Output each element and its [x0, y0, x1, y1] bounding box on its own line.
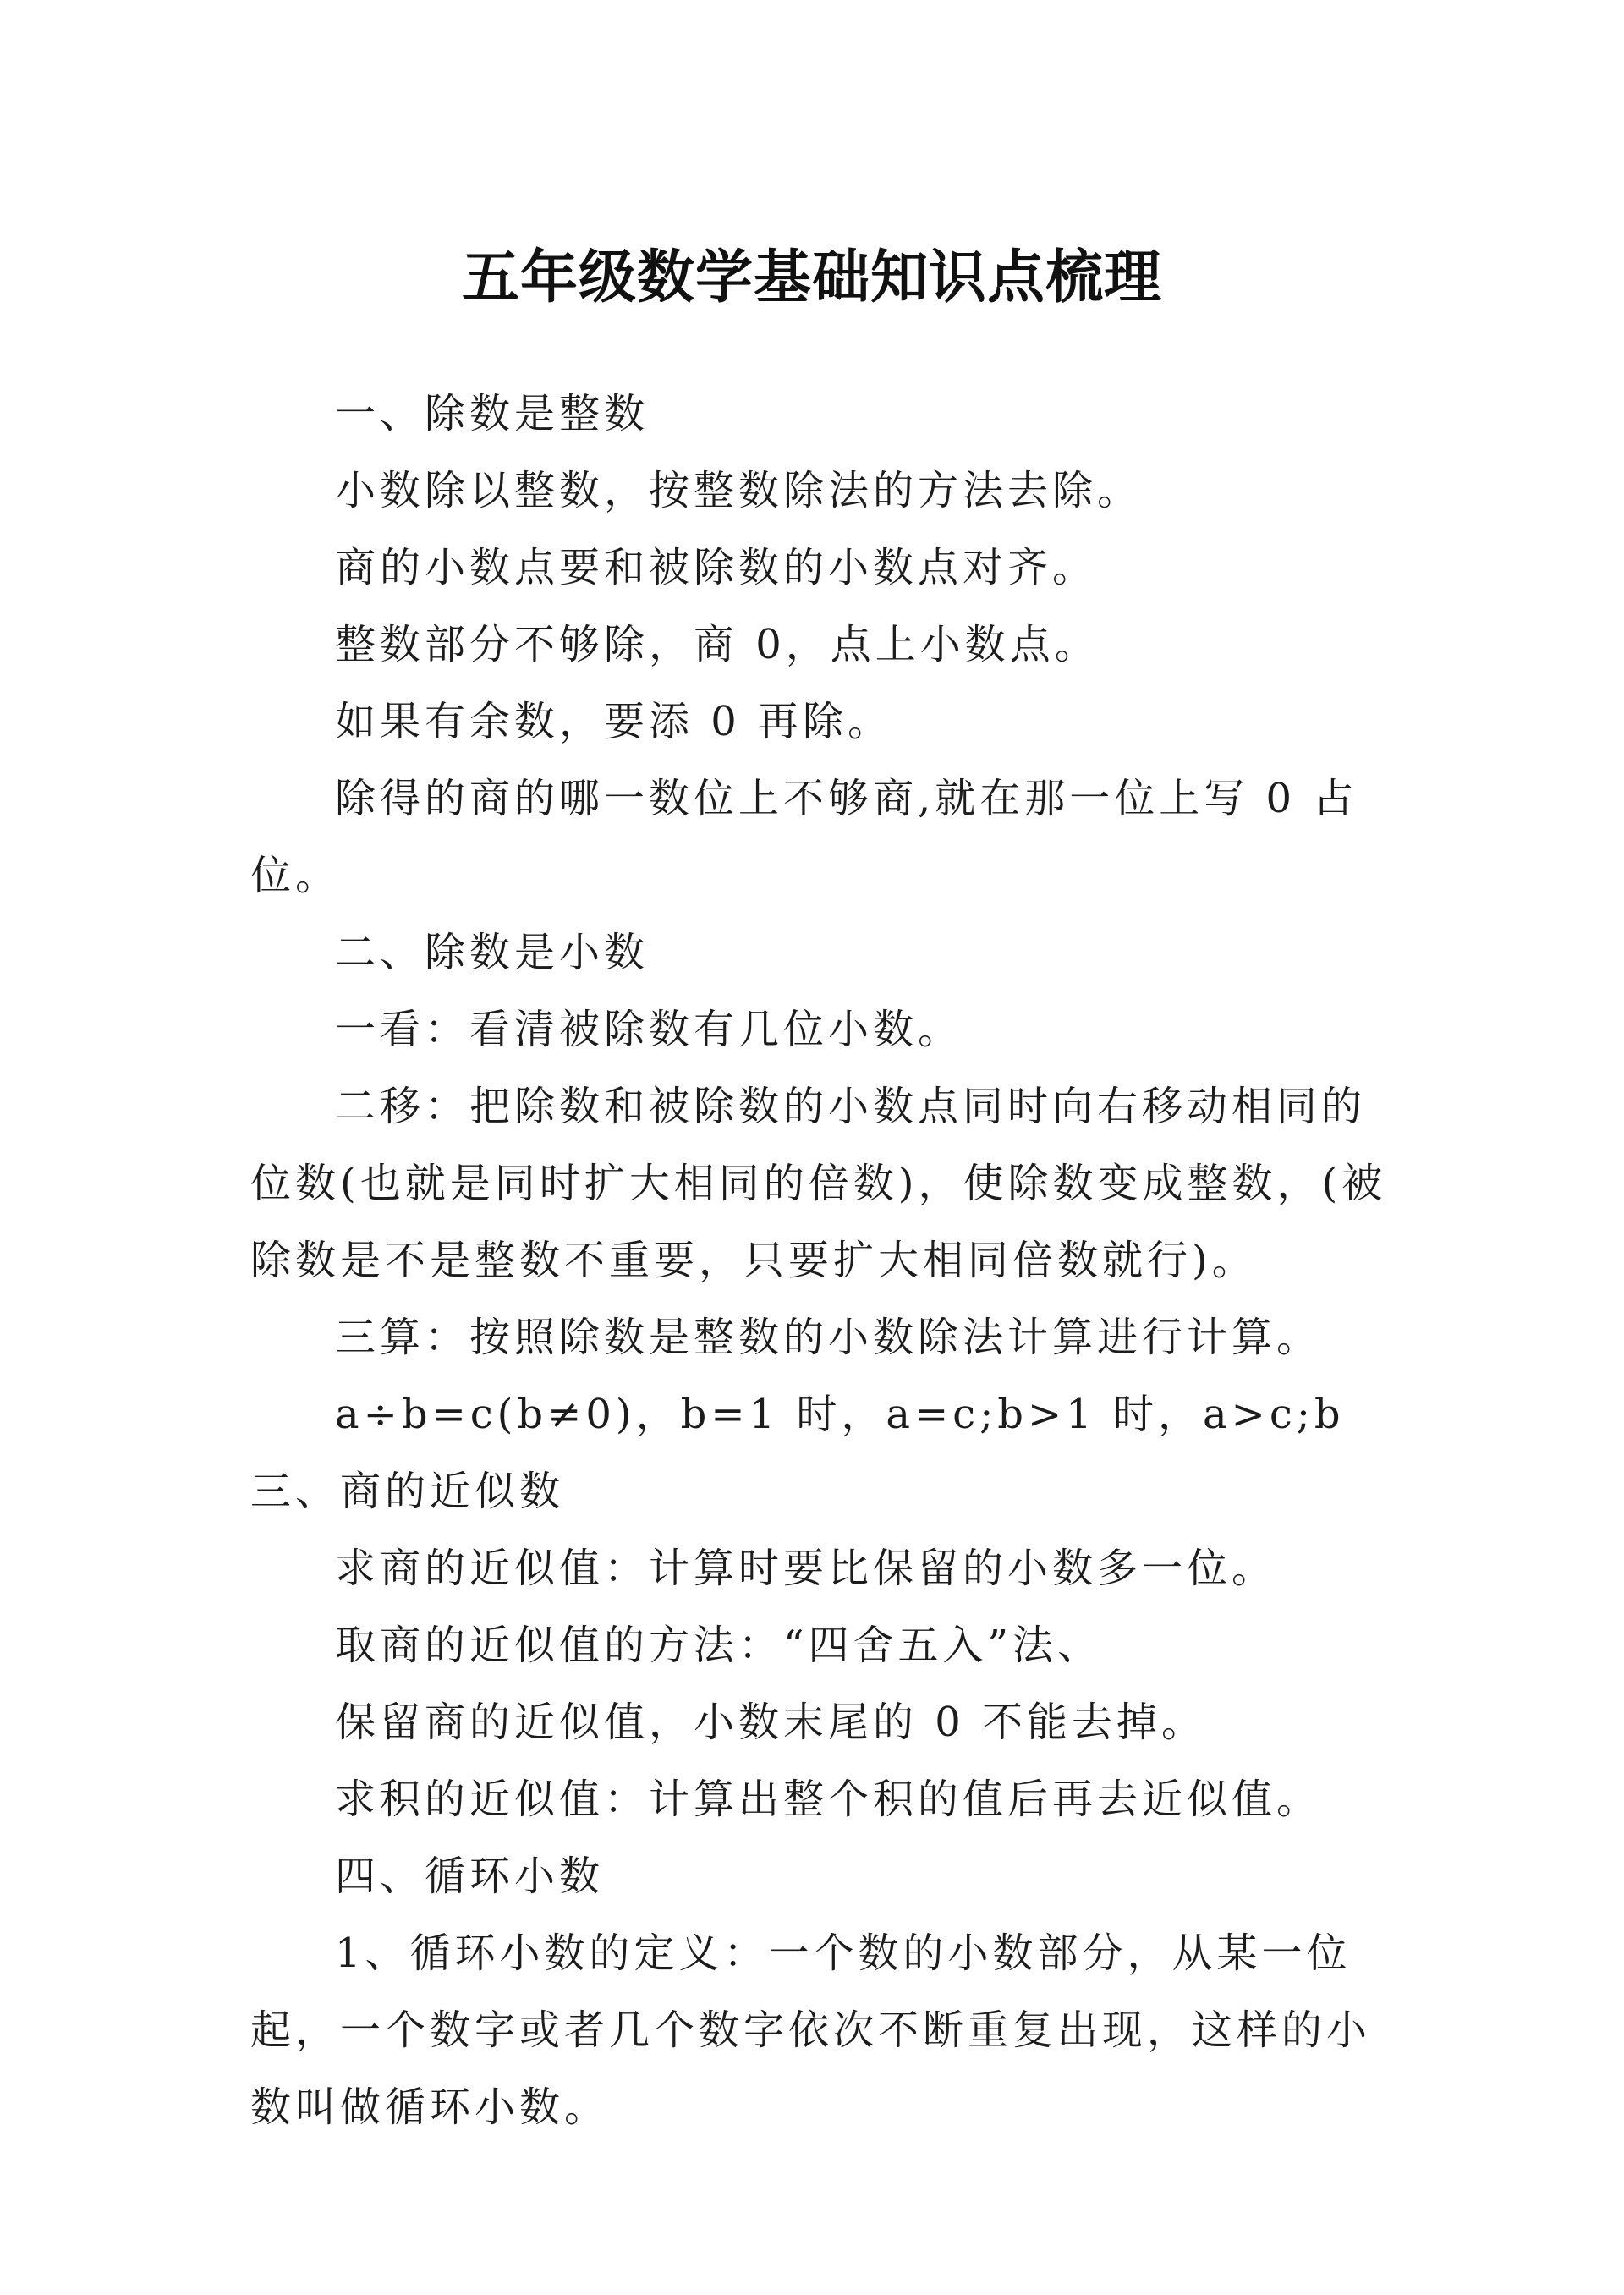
paragraph: 取商的近似值的方法：“四舍五入”法、 — [335, 1622, 1103, 1669]
paragraph: a÷b=c(b≠0)，b=1 时，a=c;b>1 时，a>c;b 三、商的近似数 — [250, 1391, 1435, 1515]
paragraph: 一看：看清被除数有几位小数。 — [335, 1006, 963, 1053]
paragraph: 1、循环小数的定义：一个数的小数部分，从某一位起，一个数字或者几个数字依次不断重复出现，这样的小数叫做循环小数。 — [250, 1930, 1372, 2131]
paragraph: 二移：把除数和被除数的小数点同时向右移动相同的位数(也就是同时扩大相同的倍数)，使除数变成整数，(被除数是不是整数不重要，只要扩大相同倍数就行)。 — [250, 1083, 1387, 1284]
paragraph: 保留商的近似值，小数末尾的 0 不能去掉。 — [335, 1699, 1207, 1746]
heading-divisor-decimal: 二、除数是小数 — [335, 929, 650, 976]
paragraph: 求商的近似值：计算时要比保留的小数多一位。 — [335, 1545, 1277, 1592]
paragraph: 三算：按照除数是整数的小数除法计算进行计算。 — [335, 1314, 1322, 1361]
paragraph: 除得的商的哪一数位上不够商,就在那一位上写 0 占位。 — [250, 775, 1358, 899]
paragraph: 小数除以整数，按整数除法的方法去除。 — [335, 467, 1143, 514]
paragraph: 求积的近似值：计算出整个积的值后再去近似值。 — [335, 1776, 1322, 1823]
paragraph: 整数部分不够除，商 0，点上小数点。 — [335, 621, 1100, 668]
heading-divisor-integer: 一、除数是整数 — [335, 390, 650, 437]
heading-repeating-decimal: 四、循环小数 — [335, 1853, 605, 1900]
document-body — [250, 376, 1435, 2146]
document-title: 五年级数学基础知识点梳理 — [461, 244, 1162, 311]
paragraph: 商的小数点要和被除数的小数点对齐。 — [335, 544, 1098, 591]
paragraph: 如果有余数，要添 0 再除。 — [335, 698, 893, 745]
